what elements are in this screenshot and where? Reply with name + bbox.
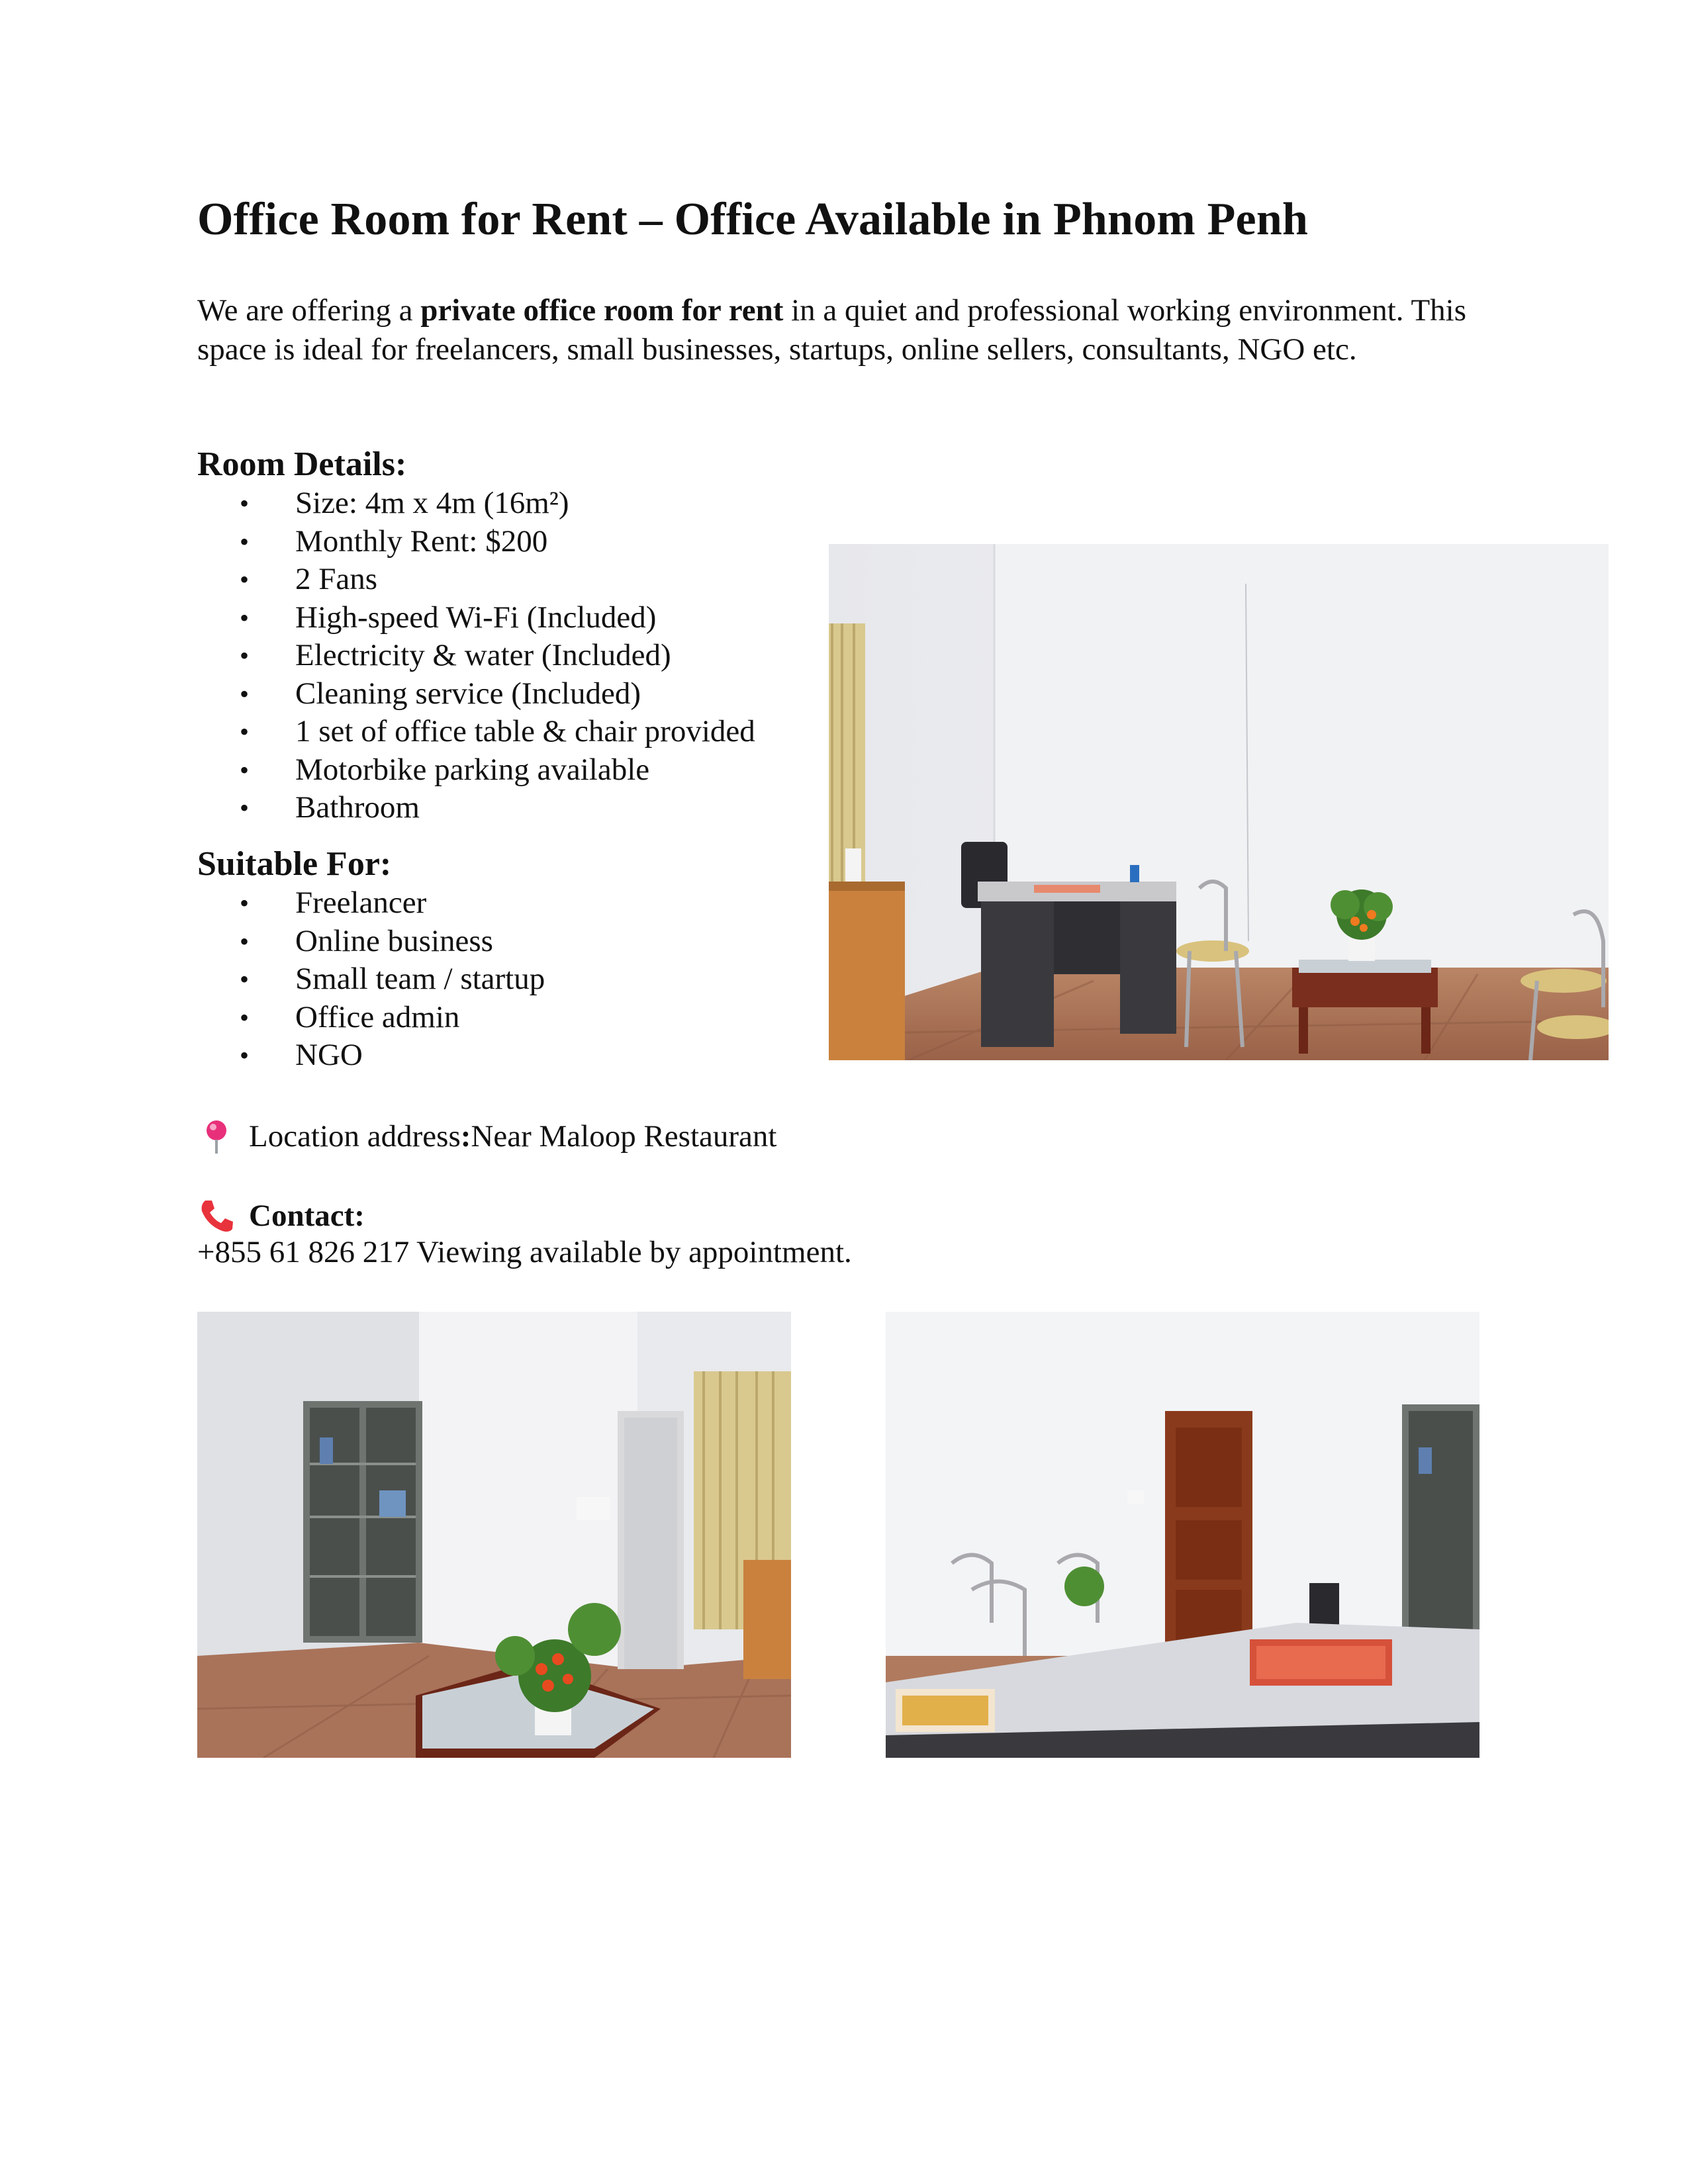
list-item: • Online business	[197, 923, 545, 961]
list-item: • 1 set of office table & chair provided	[197, 713, 755, 751]
location-colon: :	[460, 1119, 471, 1154]
photo-door-desk	[886, 1312, 1479, 1758]
room-details-heading: Room Details:	[197, 445, 407, 483]
suitable-for-heading: Suitable For:	[197, 845, 392, 883]
intro-text-1: We are offering a	[197, 293, 421, 328]
list-item: • NGO	[197, 1036, 545, 1075]
contact-heading-line	[197, 1197, 365, 1235]
contact-heading: Contact:	[249, 1199, 365, 1233]
list-item: • Motorbike parking available	[197, 751, 755, 790]
list-item: • Small team / startup	[197, 960, 545, 999]
contact-text: +855 61 826 217 Viewing available by appointment.	[197, 1235, 852, 1269]
list-item: • Size: 4m x 4m (16m²)	[197, 484, 755, 523]
location-value: Near Maloop Restaurant	[471, 1119, 777, 1154]
list-item: • Cleaning service (Included)	[197, 675, 755, 713]
list-item: • High-speed Wi-Fi (Included)	[197, 599, 755, 637]
location-label: Location address	[249, 1119, 461, 1154]
photo-office-desk	[829, 544, 1609, 1060]
pin-icon	[197, 1117, 236, 1156]
phone-icon	[197, 1197, 236, 1235]
page-title: Office Room for Rent – Office Available in Phnom Penh	[197, 194, 1309, 245]
suitable-for-list	[197, 884, 545, 1075]
list-item: • Monthly Rent: $200	[197, 523, 755, 561]
list-item: • Office admin	[197, 999, 545, 1037]
location-line	[197, 1117, 776, 1156]
photo-cabinet-room	[197, 1312, 791, 1758]
intro-paragraph	[197, 291, 1495, 369]
intro-text-2: in a quiet and professional working environment. This space is ideal for freelancers, small businesses, startups, online sellers, consultants, NGO etc.	[197, 293, 1467, 367]
list-item: • Bathroom	[197, 789, 755, 827]
room-details-list	[197, 484, 755, 827]
list-item: • Freelancer	[197, 884, 545, 923]
list-item: • Electricity & water (Included)	[197, 637, 755, 675]
list-item: • 2 Fans	[197, 561, 755, 599]
intro-bold: private office room for rent	[420, 293, 784, 328]
